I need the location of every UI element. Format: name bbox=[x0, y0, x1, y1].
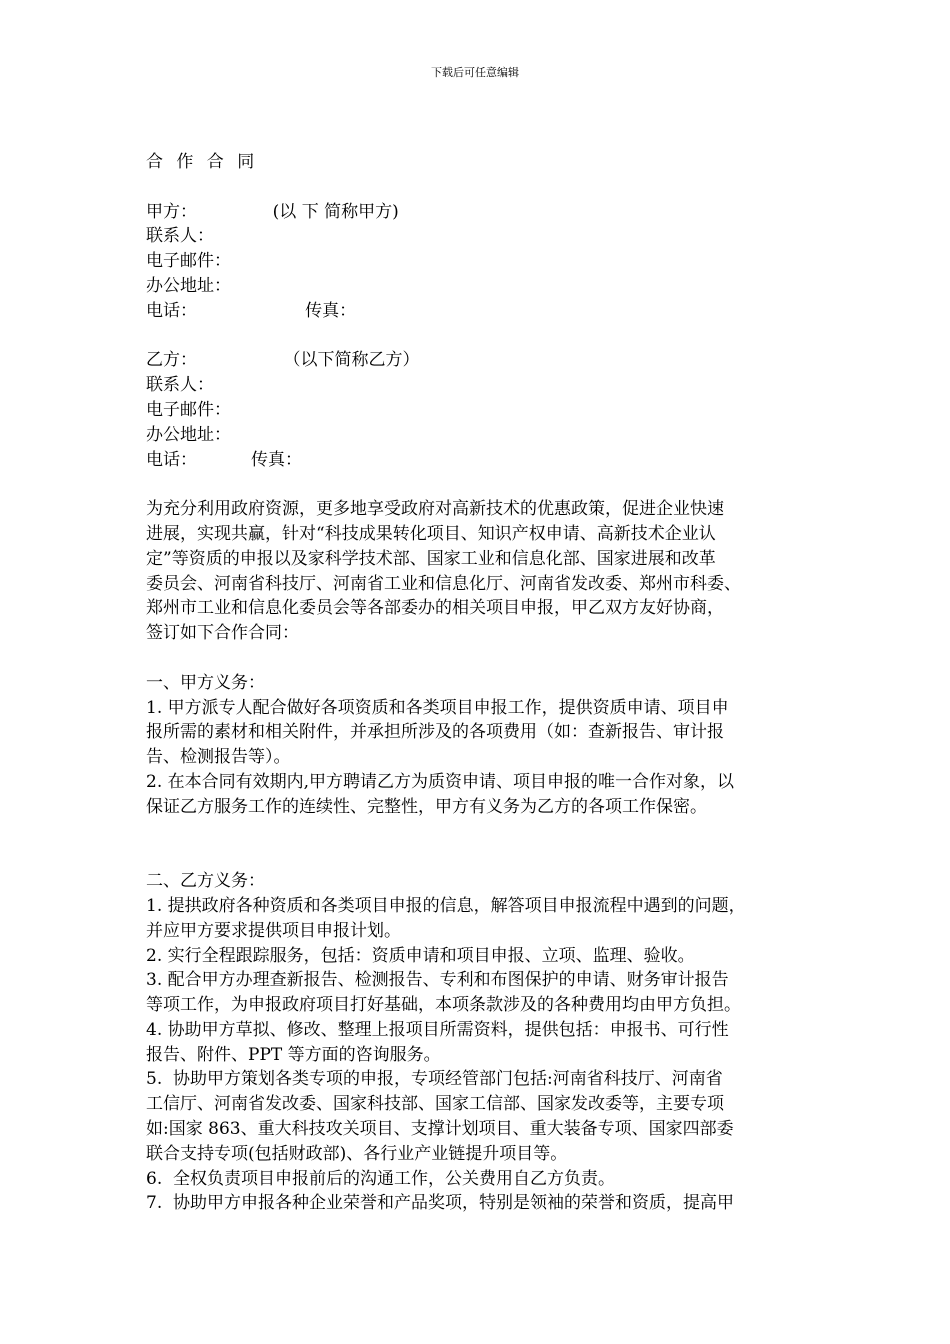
clause-line: 报告、附件、PPT 等方面的咨询服务。 bbox=[146, 1044, 441, 1065]
spacer bbox=[146, 820, 816, 870]
clause-line: 2. 在本合同有效期内,甲方聘请乙方为质资申请、项目申报的唯一合作对象，以 bbox=[146, 771, 735, 792]
contract-document bbox=[146, 150, 816, 1216]
section-party-b-obligations bbox=[146, 869, 816, 1216]
header-note: 下载后可任意编辑 bbox=[431, 66, 519, 79]
clause-line: 2. 实行全程跟踪服务，包括：资质申请和项目申报、立项、监理、验收。 bbox=[146, 945, 695, 966]
spacer bbox=[146, 646, 816, 671]
clause-line: 6. 全权负责项目申报前后的沟通工作，公关费用自乙方负责。 bbox=[146, 1168, 616, 1189]
party-a-contact: 联系人： bbox=[146, 226, 214, 247]
preamble-line: 进展，实现共赢，针对“科技成果转化项目、知识产权申请、高新技术企业认 bbox=[146, 523, 716, 544]
preamble-line: 定”等资质的申报以及家科学技术部、国家工业和信息化部、国家进展和改革 bbox=[146, 548, 716, 569]
spacer bbox=[146, 324, 816, 349]
party-a-name-line: 甲方： (以 下 简称甲方) bbox=[146, 201, 399, 222]
clause-line: 5. 协助甲方策划各类专项的申报，专项经管部门包括:河南省科技厅、河南省 bbox=[146, 1069, 723, 1090]
party-b-name-line: 乙方： （以下简称乙方） bbox=[146, 350, 420, 371]
party-b-phone-fax: 电话： 传真： bbox=[146, 449, 303, 470]
section-heading: 二、乙方义务： bbox=[146, 871, 265, 892]
party-a-block bbox=[146, 200, 816, 324]
spacer bbox=[146, 175, 816, 200]
preamble-line: 签订如下合作合同： bbox=[146, 623, 299, 644]
party-b-address: 办公地址： bbox=[146, 424, 231, 445]
party-b-block bbox=[146, 348, 816, 472]
clause-line: 3. 配合甲方办理查新报告、检测报告、专利和布图保护的申请、财务审计报告 bbox=[146, 970, 729, 991]
party-a-phone-fax: 电话： 传真： bbox=[146, 300, 357, 321]
contract-title: 合 作 合 同 bbox=[146, 152, 259, 172]
preamble-paragraph bbox=[146, 497, 816, 646]
clause-line: 工信厅、河南省发改委、国家科技部、国家工信部、国家发改委等，主要专项 bbox=[146, 1094, 724, 1115]
section-party-a-obligations bbox=[146, 671, 816, 820]
party-a-address: 办公地址： bbox=[146, 275, 231, 296]
preamble-line: 为充分利用政府资源，更多地享受政府对高新技术的优惠政策，促进企业快速 bbox=[146, 499, 724, 520]
clause-line: 4. 协助甲方草拟、修改、整理上报项目所需资料，提供包括：申报书、可行性 bbox=[146, 1019, 729, 1040]
clause-line: 报所需的素材和相关附件，并承担所涉及的各项费用（如：查新报告、审计报 bbox=[146, 722, 724, 743]
clause-line: 7. 协助甲方申报各种企业荣誉和产品奖项，特别是领袖的荣誉和资质，提高甲 bbox=[146, 1193, 735, 1214]
clause-line: 如:国家 863、重大科技攻关项目、支撑计划项目、重大装备专项、国家四部委 bbox=[146, 1119, 734, 1140]
preamble-line: 郑州市工业和信息化委员会等各部委办的相关项目申报，甲乙双方友好协商， bbox=[146, 598, 724, 619]
clause-line: 并应甲方要求提供项目申报计划。 bbox=[146, 920, 401, 941]
clause-line: 保证乙方服务工作的连续性、完整性，甲方有义务为乙方的各项工作保密。 bbox=[146, 796, 707, 817]
party-a-email: 电子邮件： bbox=[146, 251, 231, 272]
clause-line: 联合支持专项(包括财政部)、各行业产业链提升项目等。 bbox=[146, 1143, 568, 1164]
spacer bbox=[146, 472, 816, 497]
party-b-email: 电子邮件： bbox=[146, 399, 231, 420]
section-heading: 一、甲方义务： bbox=[146, 672, 265, 693]
party-b-contact: 联系人： bbox=[146, 375, 214, 396]
clause-line: 1. 甲方派专人配合做好各项资质和各类项目申报工作，提供资质申请、项目申 bbox=[146, 697, 729, 718]
clause-line: 等项工作，为申报政府项目打好基础，本项条款涉及的各种费用均由甲方负担。 bbox=[146, 995, 741, 1016]
clause-line: 告、检测报告等）。 bbox=[146, 747, 291, 768]
clause-line: 1. 提拱政府各种资质和各类项目申报的信息，解答项目申报流程中遇到的问题， bbox=[146, 895, 746, 916]
preamble-line: 委员会、河南省科技厅、河南省工业和信息化厅、河南省发改委、郑州市科委、 bbox=[146, 573, 741, 594]
